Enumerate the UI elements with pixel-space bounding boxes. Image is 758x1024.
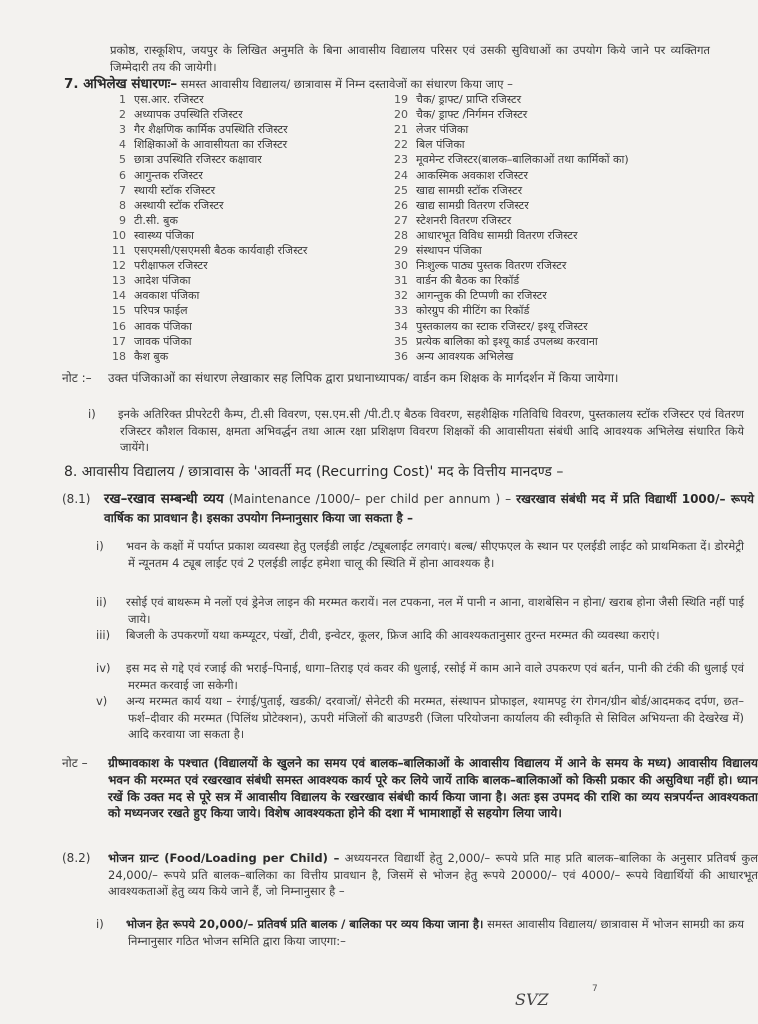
- item-number: 29: [394, 244, 408, 257]
- page-number: 7: [592, 984, 598, 994]
- register-list-item: [106, 349, 168, 364]
- s81-label: (8.1): [62, 492, 91, 506]
- item-text: लेजर पंजिका: [416, 123, 469, 137]
- item-text: इस मद से गद्दे एवं रजाई की भराई–पिनाई, धागा–तिराइ एवं कवर की धुलाई, रसोई में काम आने वाले उपकरण एवं बर्तन, पानी की टंकी की धुलाई एवं मरम्मत करवाई जा सकेगी।: [126, 661, 744, 692]
- item-text: शिक्षिकाओं के आवासीयता का रजिस्टर: [134, 138, 288, 152]
- register-list-item: [388, 107, 527, 122]
- section-7-text: समस्त आवासीय विद्यालय/ छात्रावास में निम्न दस्तावेजों का संधारण किया जाए –: [180, 77, 513, 91]
- item-number: 27: [394, 213, 408, 227]
- item-label: i): [96, 539, 104, 553]
- note-text: उक्त पंजिकाओं का संधारण लेखाकार सह लिपिक द्वारा प्रधानाध्यापक/ वार्डन कम शिक्षक के मार्गदर्शन में किया जायेगा।: [108, 371, 619, 385]
- register-list-item: [388, 228, 577, 243]
- register-list-item: [388, 92, 521, 107]
- item-number: 12: [112, 259, 126, 273]
- section-8-2: [62, 850, 758, 900]
- register-list-item: [388, 334, 598, 349]
- item-text: टी.सी. बुक: [134, 213, 178, 227]
- register-list-item: [106, 334, 192, 349]
- item-text: प्रत्येक बालिका को इश्यू कार्ड उपलब्ध करवाना: [416, 334, 598, 348]
- s81-en: (Maintenance /1000/– per child per annum ) –: [228, 492, 512, 506]
- register-list-item: [106, 228, 194, 243]
- item-number: 23: [394, 153, 408, 167]
- item-number: 32: [394, 289, 408, 303]
- item-text: स्वास्थ्य पंजिका: [134, 228, 194, 242]
- sub-i-text: इनके अतिरिक्त प्रीपरेटरी कैम्प, टी.सी विवरण, एस.एम.सी /पी.टी.ए बैठक विवरण, सहशैक्षिक गतिविधि विवरण, पुस्तकालय स्टॉक रजिस्टर एवं वितरण रजिस्टर कौशल विकास, क्षमता अभिवर्द्धन तथा आत्म रक्षा प्रशिक्षण विवरण शिक्षकों की आवासीयता संबंधी आदि आवश्यक अभिलेख संधारित किये जायेंगे।: [118, 407, 744, 454]
- s82-label: (8.2): [62, 851, 91, 865]
- item-number: 15: [112, 304, 126, 318]
- item-text: बिल पंजिका: [416, 138, 465, 152]
- register-list-item: [388, 183, 522, 198]
- s82-i-bold: भोजन हेत रूपये 20,000/– प्रतिवर्ष प्रति बालक / बालिका पर व्यय किया जाना है।: [126, 917, 484, 931]
- item-text: रसोई एवं बाथरूम मे नलों एवं ड्रेनेज लाइन की मरम्मत करायें। नल टपकना, नल में पानी न आना, वाशबेसिन न होना/ खराब होना जैसी स्थिति नहीं पाई जाये।: [126, 595, 744, 626]
- item-number: 21: [394, 123, 408, 137]
- item-number: 25: [394, 183, 408, 197]
- item-number: 18: [112, 349, 126, 363]
- register-list-item: [106, 137, 287, 152]
- item-text: अस्थायी स्टॉक रजिस्टर: [134, 198, 224, 212]
- register-list-item: [106, 303, 188, 318]
- item-number: 9: [119, 213, 126, 227]
- item-text: स्टेशनरी वितरण रजिस्टर: [416, 213, 512, 227]
- item-text: अवकाश पंजिका: [134, 289, 200, 303]
- register-list-item: [388, 243, 482, 258]
- item-text: आकस्मिक अवकाश रजिस्टर: [416, 168, 528, 182]
- maintenance-item: [96, 627, 744, 644]
- item-text: मूवमेन्ट रजिस्टर(बालक–बालिकाओं तथा कार्मिकों का): [416, 153, 629, 167]
- item-number: 7: [119, 183, 126, 197]
- maintenance-item: [96, 660, 744, 693]
- item-number: 30: [394, 259, 408, 273]
- note-text: ग्रीष्मावकाश के पश्चात (विद्यालयों के खुलने का समय एवं बालक–बालिकाओं के आवासीय विद्यालय में आने के समय के मध्य) आवासीय विद्यालय भवन की मरम्मत एवं रखरखाव संबंधी समस्त आवश्यक कार्य पूरे कर लिये जायें ताकि बालक–बालिकाओं को किसी प्रकार की असुविधा नहीं हो। ध्यान रखें कि उक्त मद से पूरे सत्र में आवासीय विद्यालय के रखरखाव संबंधी कार्य किया जाना है। अतः इस उपमद की राशि का व्यय सत्रपर्यन्त आवश्यकता को मध्यनजर रखते हुए किया जाये। विशेष आवश्यकता होने की दशा में भामाशाहों से सहयोग लिया जाये।: [108, 756, 758, 821]
- item-text: आगन्तुक की टिप्पणी का रजिस्टर: [416, 289, 547, 303]
- item-text: जावक पंजिका: [134, 334, 192, 348]
- register-list-item: [106, 258, 208, 273]
- item-text: परीक्षाफल रजिस्टर: [134, 259, 208, 273]
- item-number: 17: [112, 334, 126, 348]
- register-list-item: [106, 122, 288, 137]
- item-number: 4: [119, 138, 126, 152]
- register-list-item: [106, 213, 178, 228]
- s81-text: रखरखाव संबंधी मद में प्रति विद्यार्थी 1000/– रूपये वार्षिक का प्रावधान है। इसका उपयोग निम्नानुसार किया जा सकता है –: [104, 492, 754, 525]
- item-text: अन्य आवश्यक अभिलेख: [416, 349, 514, 363]
- note-label: नोट –: [62, 756, 88, 770]
- item-text: चैक/ ड्राफ्ट/ प्राप्ति रजिस्टर: [416, 93, 522, 106]
- item-number: 14: [112, 289, 126, 303]
- item-number: 5: [119, 153, 126, 167]
- item-text: अध्यापक उपस्थिति रजिस्टर: [134, 108, 243, 122]
- item-text: स्थायी स्टॉक रजिस्टर: [134, 183, 216, 197]
- item-number: 6: [119, 168, 126, 182]
- item-number: 36: [394, 349, 408, 363]
- item-number: 16: [112, 319, 126, 333]
- item-text: एस.आर. रजिस्टर: [134, 93, 204, 106]
- section-7-note: [62, 370, 758, 387]
- item-number: 33: [394, 304, 408, 318]
- s82-title: भोजन ग्रान्ट (Food/Loading per Child) –: [108, 851, 340, 865]
- item-text: भवन के कक्षों में पर्याप्त प्रकाश व्यवस्था हेतु एलईडी लाईट /ट्यूबलाईट लगवाएं। बल्ब/ सीएफएल के स्थान पर एलईडी लाईट को प्राथमिकता दें। डोरमेट्री में न्यूनतम 4 ट्यूब लाईट एवं 2 एलईडी लाईट हमेशा चालू की स्थिति में होना आवश्यक है।: [126, 539, 744, 570]
- item-text: खाद्य सामग्री स्टॉक रजिस्टर: [416, 183, 523, 197]
- item-label: iv): [96, 661, 111, 675]
- s82-text: अध्ययनरत विद्यार्थी हेतु 2,000/– रूपये प्रति माह प्रति बालक–बालिका के अनुसार प्रतिवर्ष कुल 24,000/– रूपये प्रति बालक–बालिका का वित्तीय प्रावधान है, जिसमें से भोजन हेतु रूपये 20000/– एवं 4000/– रूपये विद्यार्थियों की आधारभूत आवश्यकताओं हेतु व्यय किये जाने हैं, जो निम्नानुसार है –: [108, 851, 758, 898]
- item-text: कोरग्रुप की मीटिंग का रिकॉर्ड: [416, 304, 530, 318]
- register-list-item: [388, 213, 511, 228]
- register-list-item: [106, 273, 191, 288]
- item-number: 2: [119, 108, 126, 122]
- item-number: 31: [394, 274, 408, 288]
- item-number: 19: [394, 93, 408, 106]
- item-text: कैश बुक: [134, 349, 169, 363]
- register-list-item: [106, 198, 224, 213]
- item-text: वार्डन की बैठक का रिकॉर्ड: [416, 274, 520, 288]
- section-8-note: [62, 755, 758, 822]
- section-7-sub-i: [88, 406, 744, 456]
- maintenance-item: [96, 594, 744, 627]
- maintenance-item: [96, 693, 744, 743]
- section-8-heading: 8. आवासीय विद्यालय / छात्रावास के 'आवर्ती मद (Recurring Cost)' मद के वित्तीय मानदण्ड –: [64, 464, 564, 480]
- register-list-item: [388, 198, 529, 213]
- item-number: 11: [112, 244, 126, 257]
- maintenance-item: [96, 538, 744, 571]
- item-number: 26: [394, 198, 408, 212]
- item-text: खाद्य सामग्री वितरण रजिस्टर: [416, 198, 529, 212]
- register-list-item: [106, 288, 199, 303]
- register-list-item: [106, 168, 203, 183]
- register-list-item: [388, 273, 519, 288]
- register-list-item: [106, 107, 243, 122]
- item-text: चैक/ ड्राफ्ट /निर्गमन रजिस्टर: [416, 108, 528, 122]
- s81-title: रख–रखाव सम्बन्धी व्यय: [104, 491, 224, 507]
- register-list-item: [106, 152, 262, 167]
- item-text: परिपत्र फाईल: [134, 304, 188, 318]
- register-list-item: [106, 319, 192, 334]
- register-list-item: [388, 168, 528, 183]
- intro-paragraph: प्रकोष्ठ, रास्कूशिप, जयपुर के लिखित अनुमति के बिना आवासीय विद्यालय परिसर एवं उसकी सुविधाओं का उपयोग किये जाने पर व्यक्तिगत जिम्मेदारी तय की जायेगी।: [110, 43, 710, 74]
- note-label: नोट :–: [62, 371, 92, 385]
- register-list-item: [388, 319, 588, 334]
- item-label: iii): [96, 628, 111, 642]
- s82-i-text: समस्त आवासीय विद्यालय/ छात्रावास में भोजन सामग्री का क्रय निम्नानुसार गठित भोजन समिति द्वारा किया जाएगा:–: [128, 917, 745, 948]
- register-list-item: [388, 122, 468, 137]
- item-number: 13: [112, 274, 126, 288]
- section-8-1: [62, 490, 754, 528]
- item-text: आदेश पंजिका: [134, 274, 191, 288]
- register-list-item: [106, 243, 307, 258]
- section-7-title: 7. अभिलेख संधारणः–: [64, 76, 178, 92]
- register-list-item: [388, 303, 529, 318]
- item-label: v): [96, 694, 108, 708]
- item-number: 1: [119, 93, 126, 106]
- item-text: आधारभूत विविध सामग्री वितरण रजिस्टर: [416, 228, 578, 242]
- register-list-item: [388, 258, 566, 273]
- item-number: 10: [112, 228, 126, 242]
- item-text: अन्य मरम्मत कार्य यथा – रंगाई/पुताई, खडकी/ दरवाजों/ सेनेटरी की मरम्मत, संस्थापन प्रोफाइल, श्यामपट्ट रंग रोगन/ग्रीन बोर्ड/आदमकद दर्पण, छत–फर्श–दीवार की मरम्मत (पिलिंथ प्रोटेक्शन), ऊपरी मंजिलों की बाउण्डरी (जिला परियोजना कार्यालय की स्वीकृति से सिविल अभियन्ता की देखरेख में) आदि करवाया जा सकता है।: [126, 694, 744, 741]
- item-text: संस्थापन पंजिका: [416, 244, 482, 257]
- item-number: 35: [394, 334, 408, 348]
- item-text: आवक पंजिका: [134, 319, 192, 333]
- register-list-item: [388, 137, 465, 152]
- item-number: 20: [394, 108, 408, 122]
- item-number: 28: [394, 228, 408, 242]
- sub-i-label: i): [88, 407, 96, 421]
- register-list-item: [388, 152, 629, 167]
- item-text: निःशुल्क पाठ्य पुस्तक वितरण रजिस्टर: [416, 259, 567, 273]
- register-list-item: [388, 288, 547, 303]
- register-list-item: [106, 183, 215, 198]
- item-number: 3: [119, 123, 126, 137]
- item-number: 22: [394, 138, 408, 152]
- item-text: पुस्तकालय का स्टाक रजिस्टर/ इश्यू रजिस्टर: [416, 319, 588, 333]
- signature: SVZ: [515, 990, 549, 1009]
- register-list-item: [106, 92, 204, 107]
- section-8-2-sub-i: [96, 916, 744, 949]
- register-list-item: [388, 349, 513, 364]
- item-number: 34: [394, 319, 408, 333]
- section-7-heading: [64, 76, 724, 93]
- item-number: 8: [119, 198, 126, 212]
- item-number: 24: [394, 168, 408, 182]
- item-label: ii): [96, 595, 107, 609]
- item-text: छात्रा उपस्थिति रजिस्टर कक्षावार: [134, 153, 262, 167]
- item-text: बिजली के उपकरणों यथा कम्प्यूटर, पंखों, टीवी, इन्वेटर, कूलर, फ्रिज आदि की आवश्यकतानुसार तुरन्त मरम्मत की व्यवस्था कराएं।: [126, 628, 660, 642]
- item-text: गैर शैक्षणिक कार्मिक उपस्थिति रजिस्टर: [134, 123, 288, 137]
- item-text: एसएमसी/एसएमसी बैठक कार्यवाही रजिस्टर: [134, 244, 308, 257]
- item-text: आगुन्तक रजिस्टर: [134, 168, 203, 182]
- s82-i-label: i): [96, 917, 104, 931]
